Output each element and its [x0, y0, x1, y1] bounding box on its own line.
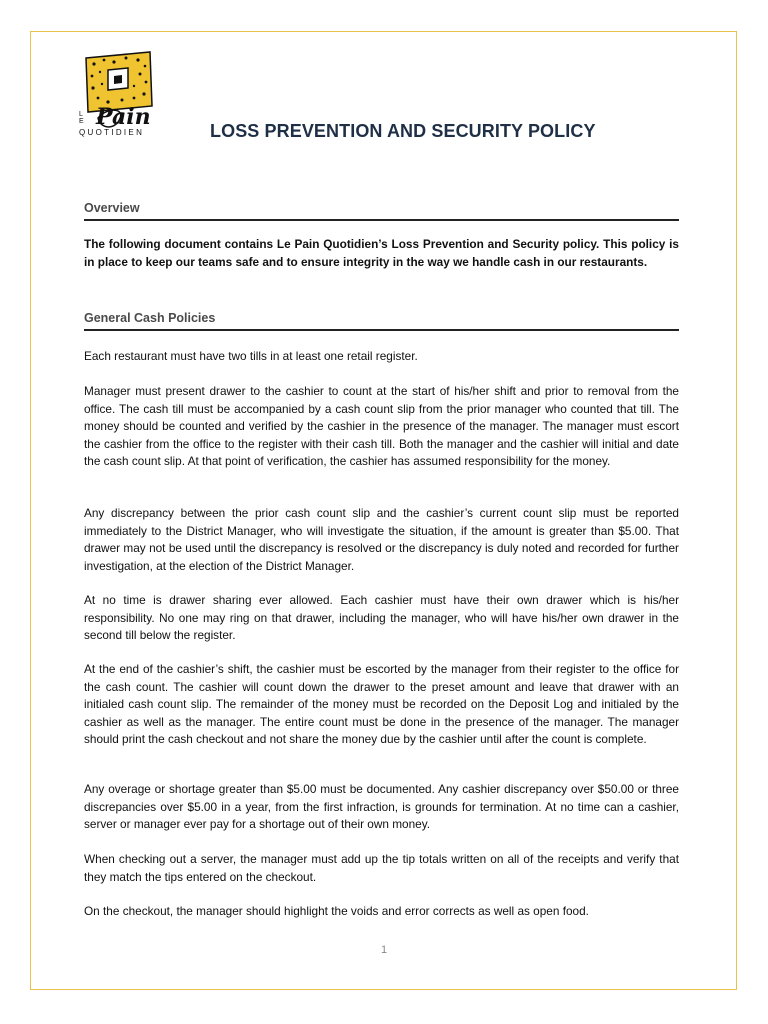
- policy-paragraph-4: At no time is drawer sharing ever allowed. Each cashier must have their own drawer which is his/her responsibility. No one may ring on that drawer, including the manager, who will have his/her own drawer in the second till below the register.: [84, 593, 679, 643]
- policy-paragraph-3: Any discrepancy between the prior cash count slip and the cashier’s current count slip must be reported immediately to the District Manager, who will investigate the situation, if the amount is greater than $5.00. That drawer may not be used until the discrepancy is resolved or the discrepancy is duly noted and recorded for further investigation, at the election of the District Manager.: [84, 506, 679, 573]
- logo-le-text: L E: [79, 111, 84, 125]
- overview-paragraph: The following document contains Le Pain Quotidien’s Loss Prevention and Security policy. This policy is in place to keep our teams safe and to ensure integrity in the way we handle cash in our restaurants.: [84, 237, 679, 269]
- document-title: LOSS PREVENTION AND SECURITY POLICY: [210, 121, 596, 141]
- policy-paragraph-6: Any overage or shortage greater than $5.00 must be documented. Any cashier discrepancy over $50.00 or three discrepancies over $5.00 in a year, from the first infraction, is grounds for termination. At no time can a cashier, server or manager ever pay for a shortage out of their own money.: [84, 782, 679, 832]
- policy-paragraph-8: On the checkout, the manager should highlight the voids and error corrects as well as open food.: [84, 904, 589, 918]
- policy-paragraph-7: When checking out a server, the manager must add up the tip totals written on all of the receipts and verify that they match the tips entered on the checkout.: [84, 852, 679, 884]
- policy-paragraph-1: Each restaurant must have two tills in at least one retail register.: [84, 349, 418, 363]
- overview-heading: Overview: [84, 201, 679, 221]
- page-number: 1: [380, 944, 388, 956]
- policy-paragraph-5: At the end of the cashier’s shift, the cashier must be escorted by the manager from their register to the office for the cash count. The cashier will count down the drawer to the preset amount and leave that drawer with an initialed cash count slip. The remainder of the money must be recorded on the Deposit Log and initialed by the cashier as well as the manager. The entire count must be done in the presence of the manager. The manager should print the cash checkout and not share the money due by the cashier until after the count is complete.: [84, 662, 679, 747]
- logo-subtitle-text: QUOTIDIEN: [79, 128, 145, 137]
- policy-paragraph-2: Manager must present drawer to the cashier to count at the start of his/her shift and prior to removal from the office. The cash till must be accompanied by a cash count slip from the prior manager who counted that till. The money should be counted and verified by the cashier in the presence of the manager. The manager must escort the cashier from the office to the register with their cash till. Both the manager and the cashier will initial and date the cash count slip. At that point of verification, the cashier has assumed responsibility for the money.: [84, 384, 679, 469]
- logo-word-text: Pain: [96, 104, 151, 130]
- general-cash-heading: General Cash Policies: [84, 311, 679, 331]
